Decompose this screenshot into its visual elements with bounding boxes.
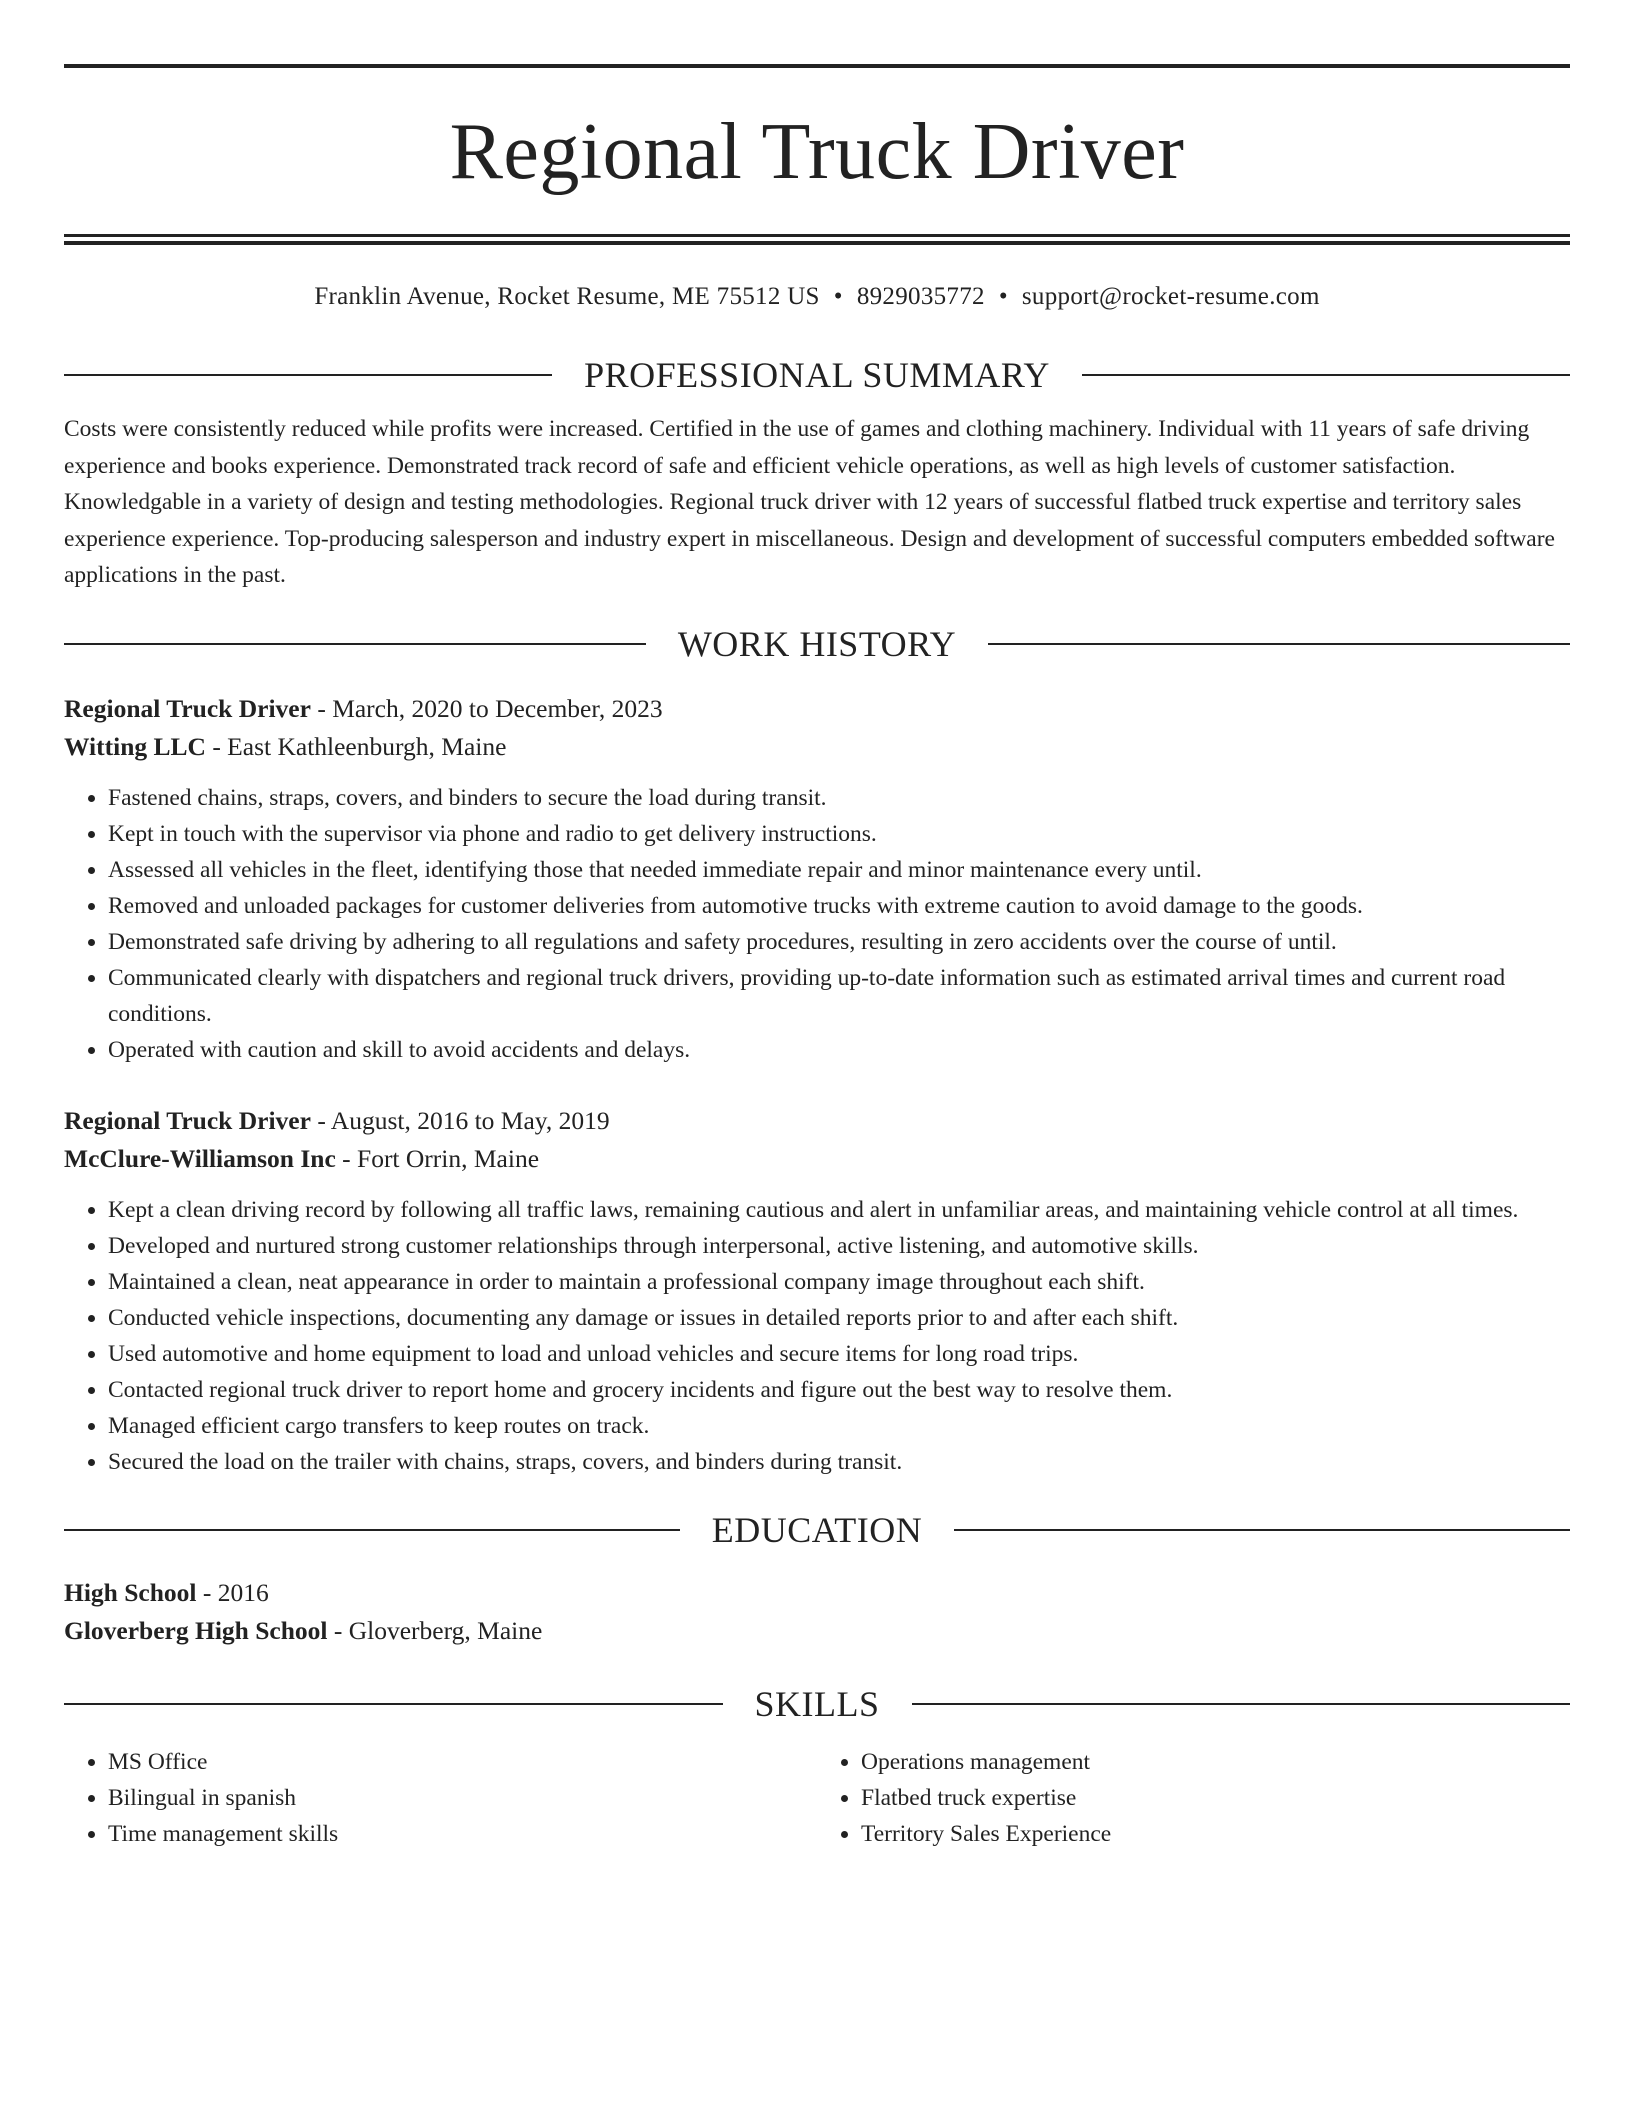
job-bullets — [64, 780, 1570, 1068]
education-entry — [64, 1574, 1570, 1650]
skill-item: • Bilingual in spanish — [108, 1780, 817, 1816]
education-location: - Gloverberg, Maine — [327, 1615, 543, 1645]
summary-text: Costs were consistently reduced while profits were increased. Certified in the use of games and clothing machinery. Individual with 11 years of safe driving experience and books experience. Demonstrated track record of safe and efficient vehicle operations, as well as high levels of customer satisfaction. Knowledgable in a variety of design and testing methodologies. Regional truck driver with 12 years of successful flatbed truck expertise and territory sales experience experience. Top-producing salesperson and industry expert in miscellaneous. Design and development of successful computers embedded software applications in the past. — [64, 416, 1555, 588]
heading-rule-left — [64, 1703, 723, 1705]
skills-list-left — [64, 1744, 817, 1852]
job-bullet: • Kept in touch with the supervisor via phone and radio to get delivery instructions. — [108, 816, 1570, 852]
education-degree: High School — [64, 1577, 197, 1607]
job-entry — [64, 1102, 1570, 1480]
skill-item: • Flatbed truck expertise — [861, 1780, 1570, 1816]
skill-item: • Territory Sales Experience — [861, 1816, 1570, 1852]
job-entry — [64, 690, 1570, 1068]
job-company: McClure-Williamson Inc — [64, 1143, 336, 1173]
job-company-line — [64, 728, 1570, 766]
job-bullet: • Assessed all vehicles in the fleet, identifying those that needed immediate repair and minor maintenance every until. — [108, 852, 1570, 888]
job-role-line — [64, 690, 1570, 728]
skill-item: • MS Office — [108, 1744, 817, 1780]
job-bullet: • Removed and unloaded packages for customer deliveries from automotive trucks with extreme caution to avoid damage to the goods. — [108, 888, 1570, 924]
job-company: Witting LLC — [64, 731, 206, 761]
section-education-heading — [64, 1508, 1570, 1552]
heading-rule-left — [64, 374, 552, 376]
job-role: Regional Truck Driver — [64, 1105, 311, 1135]
job-company-line — [64, 1140, 1570, 1178]
contact-email: support@rocket-resume.com — [1021, 283, 1320, 310]
education-degree-line — [64, 1574, 1570, 1612]
section-title: SKILLS — [754, 1683, 880, 1724]
heading-rule-right — [988, 643, 1570, 645]
job-role-line — [64, 1102, 1570, 1140]
job-bullet: • Maintained a clean, neat appearance in order to maintain a professional company image throughout each shift. — [108, 1264, 1570, 1300]
section-title: PROFESSIONAL SUMMARY — [584, 355, 1050, 395]
job-bullet: • Used automotive and home equipment to load and unload vehicles and secure items for long road trips. — [108, 1336, 1570, 1372]
skills-list-right — [817, 1744, 1570, 1852]
double-rule — [64, 234, 1570, 245]
job-bullet: • Contacted regional truck driver to report home and grocery incidents and figure out the best way to resolve them. — [108, 1372, 1570, 1408]
job-bullet: • Demonstrated safe driving by adhering to all regulations and safety procedures, resulting in zero accidents over the course of until. — [108, 924, 1570, 960]
resume-page — [64, 64, 1570, 1852]
contact-phone: 8929035772 — [856, 283, 985, 310]
job-dates: - March, 2020 to December, 2023 — [310, 693, 663, 723]
job-location: - Fort Orrin, Maine — [335, 1143, 540, 1173]
skill-item: • Time management skills — [108, 1816, 817, 1852]
job-role: Regional Truck Driver — [64, 693, 311, 723]
section-skills-heading — [64, 1682, 1570, 1726]
education-school: Gloverberg High School — [64, 1615, 328, 1645]
job-bullet: • Fastened chains, straps, covers, and binders to secure the load during transit. — [108, 780, 1570, 816]
job-dates: - August, 2016 to May, 2019 — [310, 1105, 610, 1135]
job-bullet: • Kept a clean driving record by following all traffic laws, remaining cautious and alert in unfamiliar areas, and maintaining vehicle control at all times. — [108, 1192, 1570, 1228]
job-bullet: • Managed efficient cargo transfers to keep routes on track. — [108, 1408, 1570, 1444]
job-bullet: • Secured the load on the trailer with chains, straps, covers, and binders during transit. — [108, 1444, 1570, 1480]
job-bullets — [64, 1192, 1570, 1480]
job-bullet: • Conducted vehicle inspections, documenting any damage or issues in detailed reports prior to and after each shift. — [108, 1300, 1570, 1336]
education-year: - 2016 — [196, 1577, 269, 1607]
contact-line — [64, 281, 1570, 313]
contact-separator: • — [833, 283, 843, 310]
skill-item: • Operations management — [861, 1744, 1570, 1780]
section-title: EDUCATION — [711, 1509, 923, 1550]
top-rule — [64, 64, 1570, 68]
section-work-heading — [64, 622, 1570, 666]
contact-address: Franklin Avenue, Rocket Resume, ME 75512 US — [314, 283, 820, 310]
heading-rule-right — [1082, 374, 1570, 376]
section-summary-heading — [64, 353, 1570, 397]
contact-separator: • — [998, 283, 1008, 310]
education-school-line — [64, 1612, 1570, 1650]
job-bullet: • Communicated clearly with dispatchers and regional truck drivers, providing up-to-date information such as estimated arrival times and current road conditions. — [108, 960, 1570, 1032]
heading-rule-left — [64, 1529, 680, 1531]
skills-columns — [64, 1744, 1570, 1852]
resume-title: Regional Truck Driver — [449, 108, 1185, 196]
heading-rule-left — [64, 643, 646, 645]
heading-rule-right — [954, 1529, 1570, 1531]
job-location: - East Kathleenburgh, Maine — [205, 731, 507, 761]
heading-rule-right — [912, 1703, 1571, 1705]
job-bullet: • Developed and nurtured strong customer relationships through interpersonal, active listening, and automotive skills. — [108, 1228, 1570, 1264]
section-title: WORK HISTORY — [677, 623, 957, 664]
job-bullet: • Operated with caution and skill to avoid accidents and delays. — [108, 1032, 1570, 1068]
